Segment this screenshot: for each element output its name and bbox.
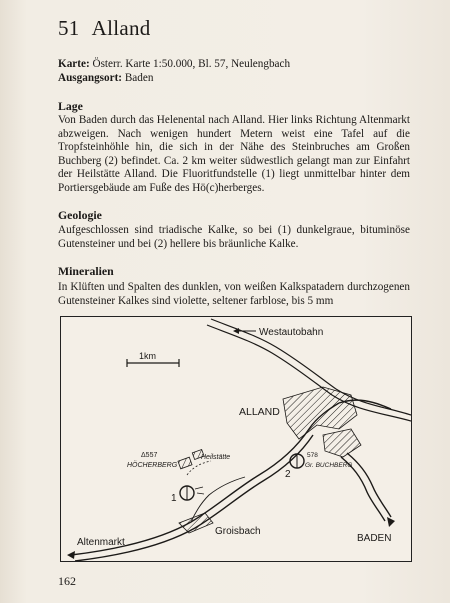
label-buchberg-elevation: 578 [307, 452, 318, 459]
section-text-lage: Von Baden durch das Helenental nach Alland. Hier links Richtung Altenmarkt abzweigen. Nach wenigen hundert Metern weist eine Tafel auf die Tropfsteinhöhle hin, die sich in der Nähe des Steinbruches am Großen Buchberg (2) befindet. Ca. 2 km weiter südwestlich gelangt man zur Einfahrt der Heilstätte Alland. Die Fluoritfundstelle (1) liegt unmittelbar hinter dem Portiersgebäude am Fuße des Hö(c)herberges. [58, 114, 410, 194]
label-heilstaette: Heilstätte [201, 454, 231, 461]
label-westautobahn: Westautobahn [259, 327, 324, 338]
label-site-2: 2 [285, 469, 291, 480]
map-reference-label: Karte: [58, 58, 90, 70]
section-text-mineralien: In Klüften und Spalten des dunklen, von weißen Kalkspatadern durchzogenen Gutensteiner Kalkes sind violette, seltener farblose, bis 5 mm [58, 281, 410, 307]
label-scale: 1km [139, 351, 157, 361]
label-hoecherberg-elevation: Δ557 [141, 452, 158, 459]
section-text-geologie: Aufgeschlossen sind triadische Kalke, so bei (1) dunkelgraue, bituminöse Gutensteiner und bei (2) hellere bis bräunliche Kalke. [58, 224, 410, 250]
label-buchberg: Gr. BUCHBERG [305, 462, 353, 469]
section-title-lage: Lage [58, 99, 83, 113]
section-title-mineralien: Mineralien [58, 264, 114, 278]
chapter-title: Alland [91, 16, 151, 40]
label-altenmarkt: Altenmarkt [77, 537, 125, 548]
village-groisbach [179, 513, 213, 533]
location-map [60, 316, 412, 562]
label-baden: BADEN [357, 533, 392, 544]
starting-point-value: Baden [122, 72, 154, 84]
location-map-drawing [61, 317, 411, 561]
road-arrow-baden [387, 517, 395, 527]
meta-block [58, 57, 290, 85]
chapter-number: 51 [58, 16, 80, 40]
road-arrow-altenmarkt [67, 551, 75, 559]
starting-point-label: Ausgangsort: [58, 72, 123, 84]
map-reference-value: Österr. Karte 1:50.000, Bl. 57, Neulengbach [89, 58, 291, 70]
page-number: 162 [58, 574, 76, 588]
section-title-geologie: Geologie [58, 208, 102, 222]
site-2-marker [290, 454, 304, 468]
label-groisbach: Groisbach [215, 526, 261, 537]
starting-point [58, 71, 290, 85]
chapter-heading [58, 16, 151, 41]
map-reference [58, 57, 290, 71]
label-hoecherberg: HÖCHERBERG [127, 462, 178, 469]
label-alland: ALLAND [239, 406, 280, 418]
label-site-1: 1 [171, 493, 177, 504]
site-1-marker [180, 486, 204, 500]
